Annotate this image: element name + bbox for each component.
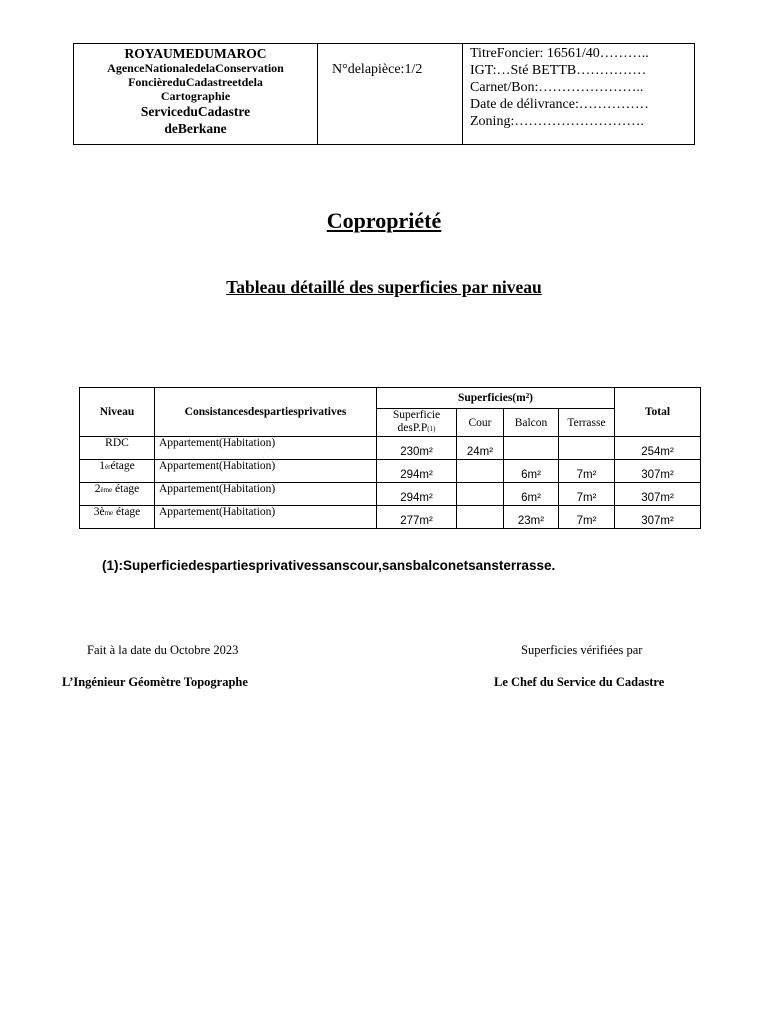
page-title: Copropriété: [326, 208, 442, 233]
cell-cour: [457, 506, 504, 529]
titre-foncier: TitreFoncier: 16561/40………..: [470, 46, 649, 61]
header-line: ServiceduCadastre: [140, 104, 251, 119]
cell-niveau: [80, 483, 155, 506]
niveau-main: 2: [94, 483, 101, 495]
table-row: [80, 506, 701, 529]
header-line: Cartographie: [160, 89, 231, 103]
cell-superficie-pp: 294m²: [377, 460, 457, 483]
cell-cour: 24m²: [457, 437, 504, 460]
col-header-balcon: Balcon: [504, 409, 559, 437]
header-box: [73, 43, 695, 145]
col-header-pp-note: (1): [427, 425, 436, 433]
igt-line: IGT:…Sté BETTB……………: [470, 63, 647, 78]
cell-consistance: Appartement(Habitation): [155, 437, 377, 460]
footnote: [102, 558, 555, 573]
carnet-bon: Carnet/Bon:…………………..: [470, 80, 644, 95]
cell-consistance: Appartement(Habitation): [155, 483, 377, 506]
cell-consistance: Appartement(Habitation): [155, 460, 377, 483]
header-piece-number: N°delapièce:1/2: [318, 44, 463, 144]
table-row: [80, 437, 701, 460]
niveau-sup: me: [104, 509, 114, 517]
niveau-main: RDC: [105, 437, 129, 449]
cell-total: 254m²: [615, 437, 701, 460]
surface-table: [79, 387, 701, 529]
cell-terrasse: 7m²: [559, 460, 615, 483]
cell-niveau: [80, 437, 155, 460]
col-header-total: Total: [615, 388, 701, 437]
header-line: FoncièreduCadastreetdela: [128, 75, 263, 89]
col-header-superficies: Superficies(m²): [377, 388, 615, 409]
verified-by: Superficies vérifiées par: [521, 643, 643, 657]
header-line: AgenceNationaledelaConservation: [107, 61, 284, 75]
footnote-ref: (1): [102, 558, 119, 573]
cell-superficie-pp: 294m²: [377, 483, 457, 506]
header-line: ROYAUMEDUMAROC: [124, 46, 267, 61]
cell-total: 307m²: [615, 460, 701, 483]
col-header-superficie-pp: [377, 409, 457, 437]
cell-niveau: [80, 460, 155, 483]
cell-terrasse: 7m²: [559, 483, 615, 506]
col-header-niveau: Niveau: [80, 388, 155, 437]
niveau-main: 3è: [93, 506, 105, 518]
cell-balcon: 6m²: [504, 460, 559, 483]
col-header-consistances: Consistancesdespartiesprivatives: [155, 388, 377, 437]
cell-terrasse: [559, 437, 615, 460]
niveau-sup: ér: [105, 463, 111, 471]
cell-balcon: 6m²: [504, 483, 559, 506]
engineer-signature-label: L’Ingénieur Géomètre Topographe: [62, 675, 248, 689]
header-authority: [74, 44, 318, 144]
header-title-info: [463, 44, 694, 144]
date-delivrance: Date de délivrance:……………: [470, 97, 649, 112]
cell-cour: [457, 483, 504, 506]
footnote-text: :Superficiedespartiesprivativessanscour,sansbalconetsansterrasse.: [118, 558, 556, 573]
cell-cour: [457, 460, 504, 483]
cell-terrasse: 7m²: [559, 506, 615, 529]
col-header-cour: Cour: [457, 409, 504, 437]
cell-superficie-pp: 277m²: [377, 506, 457, 529]
zoning: Zoning:……………………….: [470, 114, 644, 129]
cell-total: 307m²: [615, 483, 701, 506]
niveau-rest: étage: [110, 460, 135, 472]
niveau-sup: ème: [100, 486, 113, 494]
cell-consistance: Appartement(Habitation): [155, 506, 377, 529]
cell-balcon: 23m²: [504, 506, 559, 529]
table-row: [80, 483, 701, 506]
niveau-rest: étage: [113, 506, 141, 518]
cell-balcon: [504, 437, 559, 460]
page-subtitle: Tableau détaillé des superficies par niveau: [226, 277, 542, 297]
chief-signature-label: Le Chef du Service du Cadastre: [494, 675, 665, 689]
cell-niveau: [80, 506, 155, 529]
date-line: Fait à la date du Octobre 2023: [87, 643, 239, 657]
cell-superficie-pp: 230m²: [377, 437, 457, 460]
niveau-rest: étage: [112, 483, 140, 495]
cell-total: 307m²: [615, 506, 701, 529]
header-line: deBerkane: [164, 121, 227, 136]
table-row: [80, 460, 701, 483]
niveau-main: 1: [99, 460, 106, 472]
col-header-terrasse: Terrasse: [559, 409, 615, 437]
col-header-pp-text: desP.P: [397, 422, 428, 434]
col-header-superficie-text: Superficie: [392, 409, 441, 421]
